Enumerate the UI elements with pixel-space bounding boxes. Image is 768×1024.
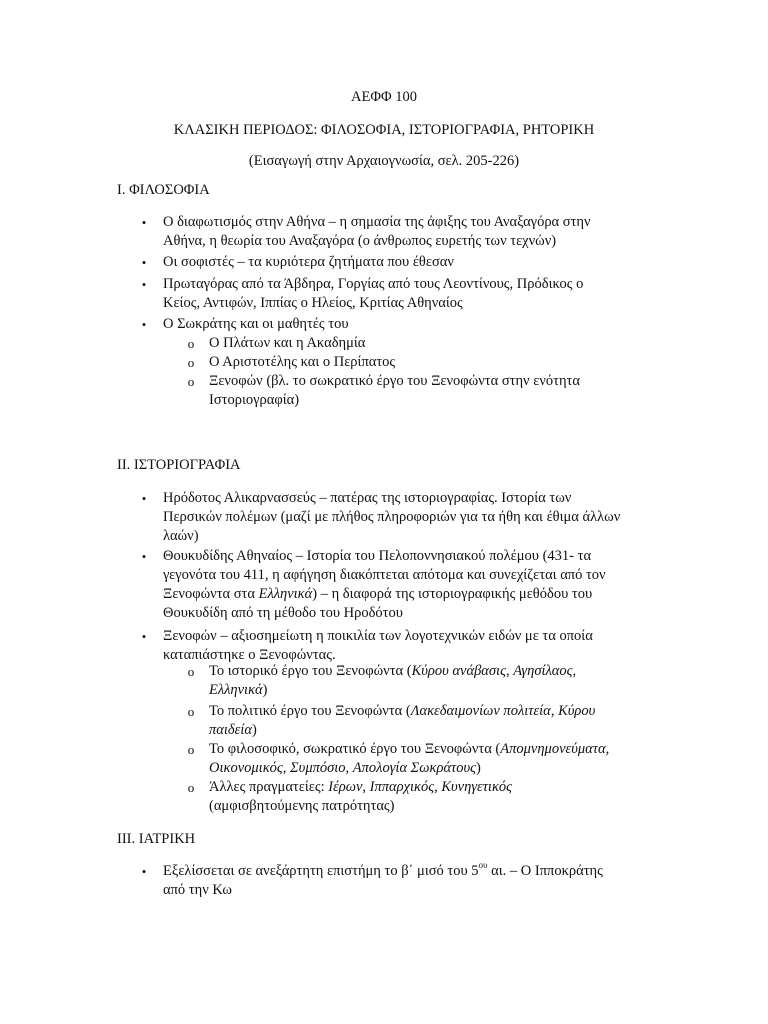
sub-bullet-marker: o — [187, 355, 195, 370]
sub-bullet-marker: o — [187, 704, 195, 719]
list-item: Ο Σωκράτης και οι μαθητές του — [163, 316, 349, 332]
list-item: Ο διαφωτισμός στην Αθήνα – η σημασία της άφιξης του Αναξαγόρα στην Αθήνα, η θεωρία του Αναξαγόρα (ο άνθρωπος ευρετής των τεχνών) — [163, 214, 591, 249]
course-code: ΑΕΦΦ 100 — [351, 89, 417, 105]
bullet-marker: • — [141, 629, 147, 644]
sub-bullet-marker: o — [187, 664, 195, 679]
list-item: Πρωταγόρας από τα Άβδηρα, Γοργίας από τους Λεοντίνους, Πρόδικος ο Κείος, Αντιφών, Ιππίας ο Ηλείος, Κριτίας Αθηναίος — [163, 276, 584, 311]
bullet-marker: • — [141, 549, 147, 564]
bullet-marker: • — [141, 277, 147, 292]
sub-list-item: Ο Αριστοτέλης και ο Περίπατος — [209, 354, 396, 370]
document-title: ΚΛΑΣΙΚΗ ΠΕΡΙΟΔΟΣ: ΦΙΛΟΣΟΦΙΑ, ΙΣΤΟΡΙΟΓΡΑΦΙΑ, ΡΗΤΟΡΙΚΗ — [173, 122, 595, 138]
list-item: Ξενοφών – αξιοσημείωτη η ποικιλία των λογοτεχνικών ειδών με τα οποία καταπιάστηκε ο Ξενοφώντας. — [163, 628, 593, 663]
list-item: Ηρόδοτος Αλικαρνασσεύς – πατέρας της ιστοριογραφίας. Ιστορία των Περσικών πολέμων (μαζί με πλήθος πληροφοριών για τα ήθη και έθιμα άλλων λαών) — [163, 490, 621, 544]
section-heading-historiography: ΙΙ. ΙΣΤΟΡΙΟΓΡΑΦΙΑ — [117, 457, 241, 473]
sub-bullet-marker: o — [187, 336, 195, 351]
sub-list-item: Το ιστορικό έργο του Ξενοφώντα (Κύρου ανάβασις, Αγησίλαος, Ελληνικά) — [209, 663, 577, 698]
list-item: Εξελίσσεται σε ανεξάρτητη επιστήμη το β΄ μισό του $5^{o\upsilon}$ αι. – Ο Ιπποκράτης από την Κω — [163, 860, 603, 898]
sub-list-item: Το φιλοσοφικό, σωκρατικό έργο του Ξενοφώντα (Απομνημονεύματα, Οικονομικός, Συμπόσιο, Απολογία Σωκράτους) — [209, 741, 610, 776]
bullet-marker: • — [141, 864, 147, 879]
bullet-marker: • — [141, 491, 147, 506]
section-heading-philosophy: Ι. ΦΙΛΟΣΟΦΙΑ — [117, 182, 210, 198]
sub-bullet-marker: o — [187, 742, 195, 757]
list-item: Θουκυδίδης Αθηναίος – Ιστορία του Πελοποννησιακού πολέμου (431- τα γεγονότα του 411, η αφήγηση διακόπτεται απότομα και συνεχίζεται από τον Ξενοφώντα στα Ελληνικά) – η διαφορά της ιστοριογραφικής μεθόδου του Θουκυδίδη από τη μέθοδο του Ηροδότου — [163, 548, 606, 621]
sub-bullet-marker: o — [187, 780, 195, 795]
bullet-marker: • — [141, 215, 147, 230]
sub-list-item: Το πολιτικό έργο του Ξενοφώντα (Λακεδαιμονίων πολιτεία, Κύρου παιδεία) — [209, 703, 596, 738]
list-item: Οι σοφιστές – τα κυριότερα ζητήματα που έθεσαν — [163, 254, 454, 270]
section-heading-medicine: ΙΙΙ. ΙΑΤΡΙΚΗ — [117, 831, 196, 847]
sub-bullet-marker: o — [187, 374, 195, 389]
sub-list-item: Ξενοφών (βλ. το σωκρατικό έργο του Ξενοφώντα στην ενότητα Ιστοριογραφία) — [209, 373, 580, 408]
document-subtitle: (Εισαγωγή στην Αρχαιογνωσία, σελ. 205-226) — [248, 153, 520, 169]
bullet-marker: • — [141, 317, 147, 332]
sub-list-item: Άλλες πραγματείες: Ιέρων, Ιππαρχικός, Κυνηγετικός (αμφισβητούμενης πατρότητας) — [209, 779, 513, 814]
bullet-marker: • — [141, 255, 147, 270]
sub-list-item: Ο Πλάτων και η Ακαδημία — [209, 335, 366, 351]
